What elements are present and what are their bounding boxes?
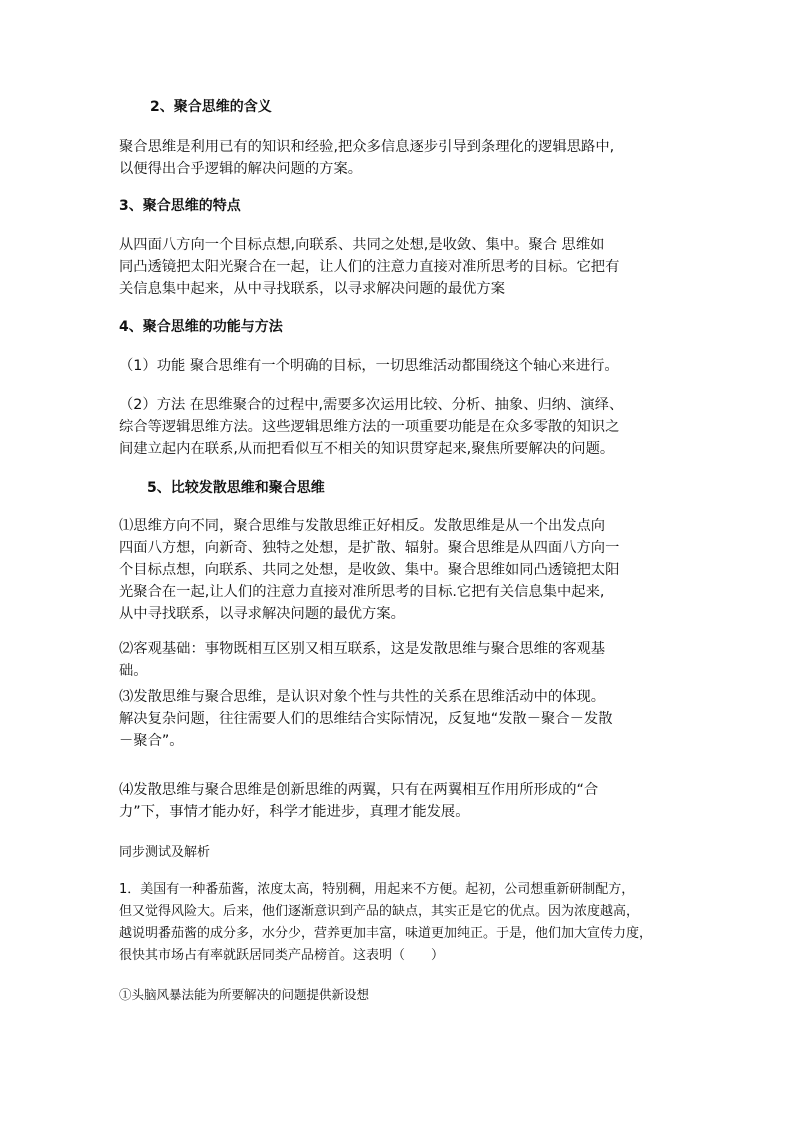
- text-line: （1）功能 聚合思维有一个明确的目标，一切思维活动都围绕这个轴心来进行。: [119, 358, 619, 374]
- section-3-heading: 3、聚合思维的特点: [119, 198, 241, 214]
- text-line: 但又觉得风险大。后来，他们逐渐意识到产品的缺点，其实正是它的优点。因为浓度越高，: [119, 904, 640, 919]
- text-line: 越说明番茄酱的成分多，水分少，营养更加丰富，味道更加纯正。于是，他们加大宣传力度，: [119, 926, 653, 941]
- text-line: 光聚合在一起,让人们的注意力直接对准所思考的目标.它把有关信息集中起来,: [119, 584, 605, 600]
- section-2-heading: 2、聚合思维的含义: [150, 99, 272, 115]
- section-2-paragraph: [119, 136, 679, 180]
- text-line: 个目标点想，向联系、共同之处想，是收敛、集中。聚合思维如同凸透镜把太阳: [119, 562, 620, 578]
- exercise-title: 同步测试及解析: [119, 845, 211, 860]
- text-line: 间建立起内在联系,从而把看似互不相关的知识贯穿起来,聚焦所要解决的问题。: [119, 441, 615, 457]
- text-line: 同凸透镜把太阳光聚合在一起，让人们的注意力直接对准所思考的目标。它把有: [119, 259, 620, 275]
- text-line: 从中寻找联系，以寻求解决问题的最优方案。: [119, 606, 405, 622]
- text-line: ⑷发散思维与聚合思维是创新思维的两翼，只有在两翼相互作用所形成的“合: [119, 782, 599, 798]
- text-line: ⑵客观基础：事物既相互区别又相互联系，这是发散思维与聚合思维的客观基: [119, 641, 606, 657]
- section-4-method-paragraph: [119, 394, 679, 460]
- section-5-point-1: [119, 515, 679, 625]
- section-4-function-paragraph: [119, 355, 679, 377]
- text-line: ⑶发散思维与聚合思维，是认识对象个性与共性的关系在思维活动中的体现。: [119, 689, 606, 705]
- text-line: －聚合”。: [119, 733, 184, 749]
- text-line: 综合等逻辑思维方法。这些逻辑思维方法的一项重要功能是在众多零散的知识之: [119, 419, 620, 435]
- exercise-question-1: [119, 879, 699, 967]
- section-4-heading: 4、聚合思维的功能与方法: [119, 319, 283, 335]
- text-line: 力”下，事情才能办好，科学才能进步，真理才能发展。: [119, 804, 470, 820]
- text-line: 四面八方想，向新奇、独特之处想，是扩散、辐射。聚合思维是从四面八方向一: [119, 540, 620, 556]
- text-line: 1．美国有一种番茄酱，浓度太高，特别稠，用起来不方便。起初，公司想重新研制配方，: [119, 882, 635, 897]
- text-line: 以便得出合乎逻辑的解决问题的方案。: [119, 161, 363, 177]
- section-5-point-2: [119, 638, 679, 682]
- exercise-option-1: ①头脑风暴法能为所要解决的问题提供新设想: [119, 987, 370, 1002]
- text-line: 从四面八方向一个目标点想,向联系、共同之处想,是收敛、集中。聚合 思维如: [119, 237, 605, 253]
- text-line: 础。: [119, 663, 148, 679]
- section-5-point-4: [119, 779, 679, 823]
- section-3-paragraph: [119, 234, 679, 300]
- text-line: ⑴思维方向不同，聚合思维与发散思维正好相反。发散思维是从一个出发点向: [119, 518, 606, 534]
- section-5-point-3: [119, 686, 679, 752]
- text-line: （2）方法 在思维聚合的过程中,需要多次运用比较、分析、抽象、归纳、演绎、: [119, 397, 624, 413]
- text-line: 很快其市场占有率就跃居同类产品榜首。这表明（ ）: [119, 948, 445, 963]
- text-line: 聚合思维是利用已有的知识和经验,把众多信息逐步引导到条理化的逻辑思路中,: [119, 139, 615, 155]
- text-line: 解决复杂问题，往往需要人们的思维结合实际情况，反复地“发散－聚合－发散: [119, 711, 613, 727]
- text-line: 关信息集中起来，从中寻找联系，以寻求解决问题的最优方案: [119, 281, 506, 297]
- section-5-heading: 5、比较发散思维和聚合思维: [147, 480, 325, 496]
